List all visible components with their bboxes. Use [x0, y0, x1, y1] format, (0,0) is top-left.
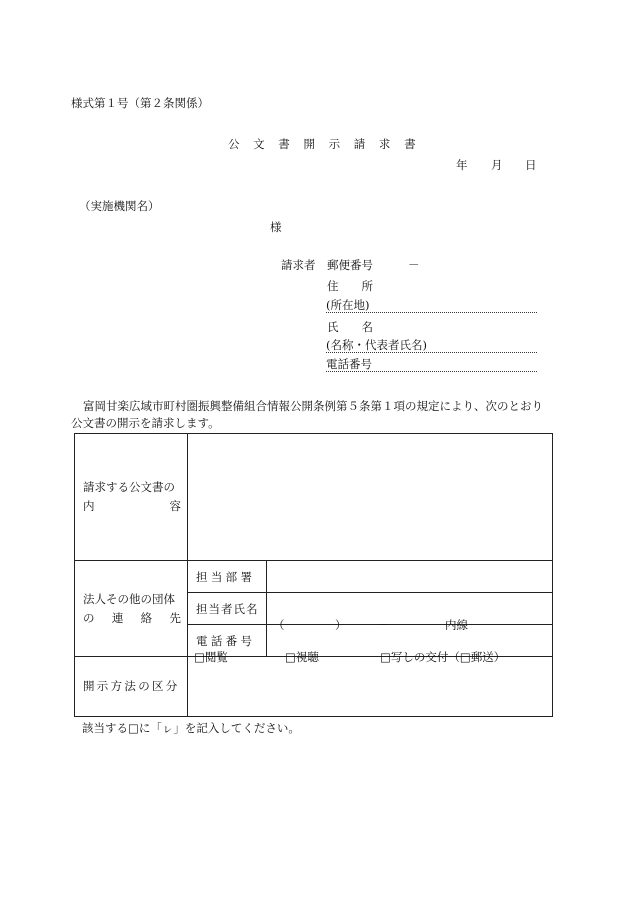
dept-char-3: 部 — [225, 569, 238, 584]
phone-extension-label: 内線 — [445, 618, 468, 632]
request-paragraph — [71, 398, 553, 432]
phone-dash: － — [377, 618, 389, 632]
phone-close-paren: ） — [335, 618, 347, 632]
department-row — [75, 561, 553, 593]
contact-char-2: 連 — [111, 610, 124, 625]
document-title: 公 文 書 開 示 請 求 書 — [228, 137, 421, 151]
phone-label: 電話番号 — [326, 357, 372, 371]
date-month-label: 月 — [491, 158, 503, 172]
paragraph-line-2: 公文書の開示を請求します。 — [71, 416, 220, 430]
option-viewing-checkbox[interactable]: □視聴 — [285, 650, 319, 664]
postal-code-label: 郵便番号 — [327, 258, 373, 272]
disclosure-method-options — [188, 650, 553, 717]
request-table — [74, 433, 553, 717]
tel-char-4: 号 — [240, 633, 252, 648]
document-content-field[interactable] — [188, 434, 553, 561]
department-label — [188, 561, 267, 593]
address-field[interactable] — [326, 298, 537, 313]
contact-char-3: 絡 — [140, 610, 153, 625]
date-day-label: 日 — [525, 158, 537, 172]
form-number: 様式第１号（第２条関係） — [71, 96, 209, 110]
person-label: 担当者氏名 — [188, 593, 267, 625]
phone-field[interactable] — [326, 357, 537, 372]
contact-char-1: の — [83, 610, 95, 625]
document-content-label-line1: 請求する公文書の — [83, 480, 175, 494]
contact-label — [75, 561, 188, 657]
address-sub-label: (所在地) — [326, 298, 370, 312]
option-inspection-checkbox[interactable]: □閲覧 — [194, 650, 228, 664]
method-row — [75, 657, 553, 717]
address-label: 住 所 — [327, 279, 373, 293]
honorific-sama: 様 — [270, 220, 282, 234]
phone-open-paren: （ — [273, 618, 285, 632]
document-content-label — [75, 434, 188, 561]
department-field[interactable] — [267, 561, 553, 593]
dept-char-2: 当 — [210, 569, 223, 584]
requester-label: 請求者 — [281, 258, 316, 272]
document-content-row — [75, 434, 553, 561]
content-char-1: 内 — [83, 499, 95, 513]
tel-char-1: 電 — [196, 633, 208, 648]
date-year-label: 年 — [456, 158, 468, 172]
document-content-label-line2 — [83, 497, 187, 516]
dept-char-4: 署 — [240, 569, 252, 584]
paragraph-line-1: 富岡甘楽広域市町村圏振興整備組合情報公開条例第５条第１項の規定により、次のとおり — [83, 399, 543, 413]
dept-char-1: 担 — [196, 569, 208, 584]
option-copy-delivery-checkbox[interactable]: □写しの交付（□郵送） — [380, 650, 506, 664]
content-char-2: 容 — [169, 499, 181, 513]
agency-name-label: （実施機関名） — [79, 199, 160, 213]
disclosure-method-label: 開示方法の区分 — [75, 657, 188, 717]
tel-char-2: 話 — [210, 633, 223, 648]
name-field[interactable] — [326, 338, 537, 353]
name-sub-label: (名称・代表者氏名) — [326, 338, 427, 352]
footnote: 該当する□に「ㇾ」を記入してください。 — [82, 721, 300, 735]
postal-code-dash: － — [408, 258, 420, 272]
contact-char-4: 先 — [169, 610, 181, 625]
contact-label-line1: 法人その他の団体 — [83, 591, 175, 606]
name-label: 氏 名 — [327, 320, 373, 334]
person-field[interactable] — [267, 593, 553, 625]
contact-label-line2 — [83, 609, 187, 628]
tel-char-3: 番 — [225, 633, 238, 648]
